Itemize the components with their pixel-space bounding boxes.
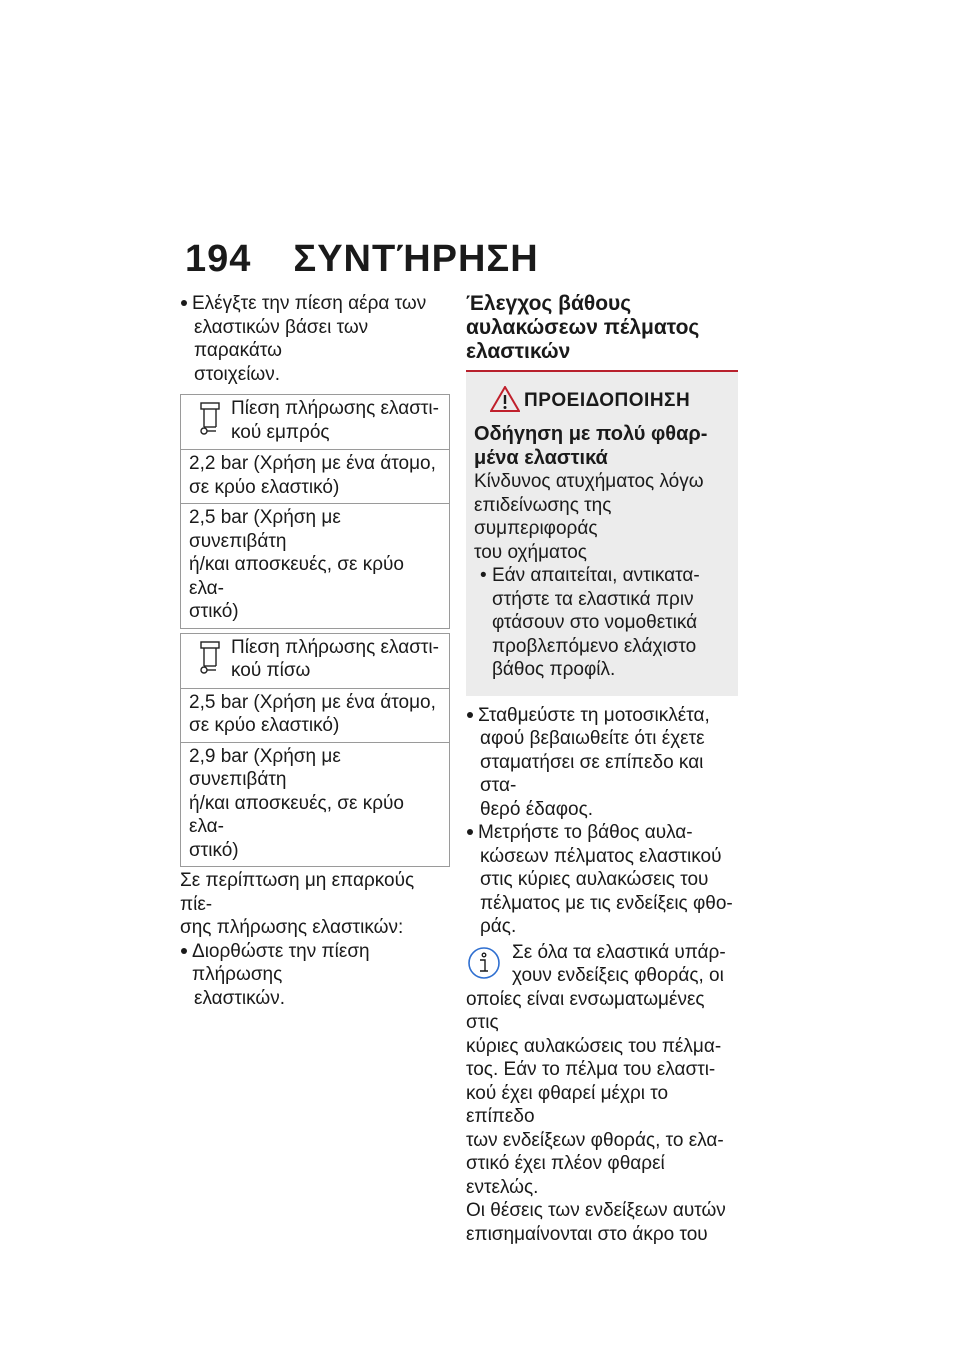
bullet-park-motorcycle: [466, 704, 738, 822]
text-line: αυλακώσεων πέλματος: [466, 316, 700, 339]
text-line: Πίεση πλήρωσης ελαστι-: [231, 398, 439, 419]
text-line: 2,2 bar (Χρήση με ένα άτομο,: [189, 453, 436, 474]
page-header: [185, 238, 539, 281]
text-line: βάθος προφίλ.: [492, 659, 616, 680]
text-line: ράς.: [480, 916, 517, 937]
front-pressure-table: [180, 394, 450, 629]
bullet-check-pressure: [180, 292, 450, 386]
text-line: φτάσουν στο νομοθετικά: [492, 612, 698, 633]
rear-pressure-table: [180, 633, 450, 868]
text-line: επισημαίνονται στο άκρο του: [466, 1223, 708, 1245]
text-line: κού έχει φθαρεί μέχρι το επίπεδο: [466, 1082, 669, 1127]
text-line: ελαστικών βάσει των παρακάτω: [194, 316, 369, 361]
text-line: 2,9 bar (Χρήση με συνεπιβάτη: [189, 745, 341, 790]
text-line: κού πίσω: [231, 660, 311, 681]
text-line: Οδήγηση με πολύ φθαρ-: [474, 423, 708, 445]
text-line: κού εμπρός: [231, 421, 330, 443]
text-line: σε κρύο ελαστικό): [189, 715, 340, 736]
info-icon: [466, 945, 502, 988]
text-line: οποίες είναι ενσωματωμένες στις: [466, 988, 705, 1033]
front-pressure-solo: [181, 450, 449, 504]
text-line: σταματήσει σε επίπεδο και στα-: [480, 751, 704, 796]
text-line: πέλματος με τις ενδείξεις φθο-: [480, 892, 733, 914]
text-line: στις κύριες αυλακώσεις του: [480, 869, 709, 890]
text-line: Οι θέσεις των ενδείξεων αυτών: [466, 1200, 726, 1221]
bullet-measure-depth: [466, 821, 738, 939]
insufficient-pressure-paragraph: [180, 869, 450, 940]
text-line: στοιχείων.: [194, 363, 281, 385]
front-pressure-header: [181, 395, 449, 450]
text-line: στικό έχει πλέον φθαρεί εντελώς.: [466, 1153, 665, 1198]
tire-pressure-gauge-icon: [199, 640, 221, 683]
rear-pressure-solo: [181, 689, 449, 743]
text-line: ελαστικών: [466, 340, 571, 363]
text-line: Σταθμεύστε τη μοτοσικλέτα,: [478, 704, 710, 726]
text-line: Ελέγξτε την πίεση αέρα των: [192, 293, 427, 314]
text-line: χουν ενδείξεις φθοράς, οι: [512, 965, 724, 986]
page-number: 194: [185, 238, 252, 280]
warning-box: [466, 372, 738, 696]
text-line: Μετρήστε το βάθος αυλα-: [478, 822, 693, 843]
text-line: 2,5 bar (Χρήση με συνεπιβάτη: [189, 507, 341, 552]
warning-heading: [474, 422, 728, 470]
rear-pressure-header: [181, 634, 449, 689]
text-line: σε κρύο ελαστικό): [189, 476, 340, 498]
text-line: • Εάν απαιτείται, αντικατα-: [492, 565, 700, 586]
chapter-title: ΣΥΝΤΉΡΗΣΗ: [293, 238, 539, 280]
warning-triangle-icon: [490, 386, 520, 419]
text-line: ελαστικών.: [194, 987, 286, 1009]
text-line: 2,5 bar (Χρήση με ένα άτομο,: [189, 691, 436, 713]
text-line: Σε όλα τα ελαστικά υπάρ-: [512, 941, 726, 963]
text-line: αφού βεβαιωθείτε ότι έχετε: [480, 728, 705, 749]
text-line: μένα ελαστικά: [474, 447, 608, 469]
text-line: προβλεπόμενο ελάχιστο: [492, 635, 697, 657]
text-line: σης πλήρωσης ελαστικών:: [180, 917, 404, 938]
warning-body: [474, 470, 728, 564]
text-line: Κίνδυνος ατυχήματος λόγω: [474, 471, 704, 492]
text-line: Έλεγχος βάθους: [466, 292, 632, 315]
section-title: [466, 292, 738, 364]
text-line: ή/και αποσκευές, σε κρύο ελα-: [189, 792, 405, 837]
info-note: [466, 941, 738, 1247]
text-line: επιδείνωσης της συμπεριφοράς: [474, 494, 612, 539]
text-line: ή/και αποσκευές, σε κρύο ελα-: [189, 554, 405, 599]
text-line: κώσεων πέλματος ελαστικού: [480, 845, 722, 867]
text-line: Διορθώστε την πίεση πλήρωσης: [192, 940, 370, 985]
bullet-correct-pressure: [180, 940, 450, 1011]
text-line: στήστε τα ελαστικά πριν: [492, 588, 694, 610]
left-column: [180, 292, 450, 1010]
text-line: κύριες αυλακώσεις του πέλμα-: [466, 1035, 722, 1057]
warning-label: ΠΡΟΕΙΔΟΠΟΙΗΣΗ: [524, 390, 691, 411]
text-line: των ενδείξεων φθοράς, το ελα-: [466, 1129, 724, 1151]
right-column: [466, 292, 738, 1246]
text-line: θερό έδαφος.: [480, 798, 594, 820]
front-pressure-passenger: [181, 504, 449, 629]
text-line: του οχήματος: [474, 541, 587, 563]
text-line: στικό): [189, 839, 239, 861]
text-line: στικό): [189, 601, 239, 622]
warning-instruction: [474, 564, 728, 682]
text-line: Σε περίπτωση μη επαρκούς πίε-: [180, 870, 415, 915]
tire-pressure-gauge-icon: [199, 401, 221, 444]
text-line: τος. Εάν το πέλμα του ελαστι-: [466, 1059, 716, 1080]
text-line: Πίεση πλήρωσης ελαστι-: [231, 636, 439, 658]
rear-pressure-passenger: [181, 743, 449, 868]
